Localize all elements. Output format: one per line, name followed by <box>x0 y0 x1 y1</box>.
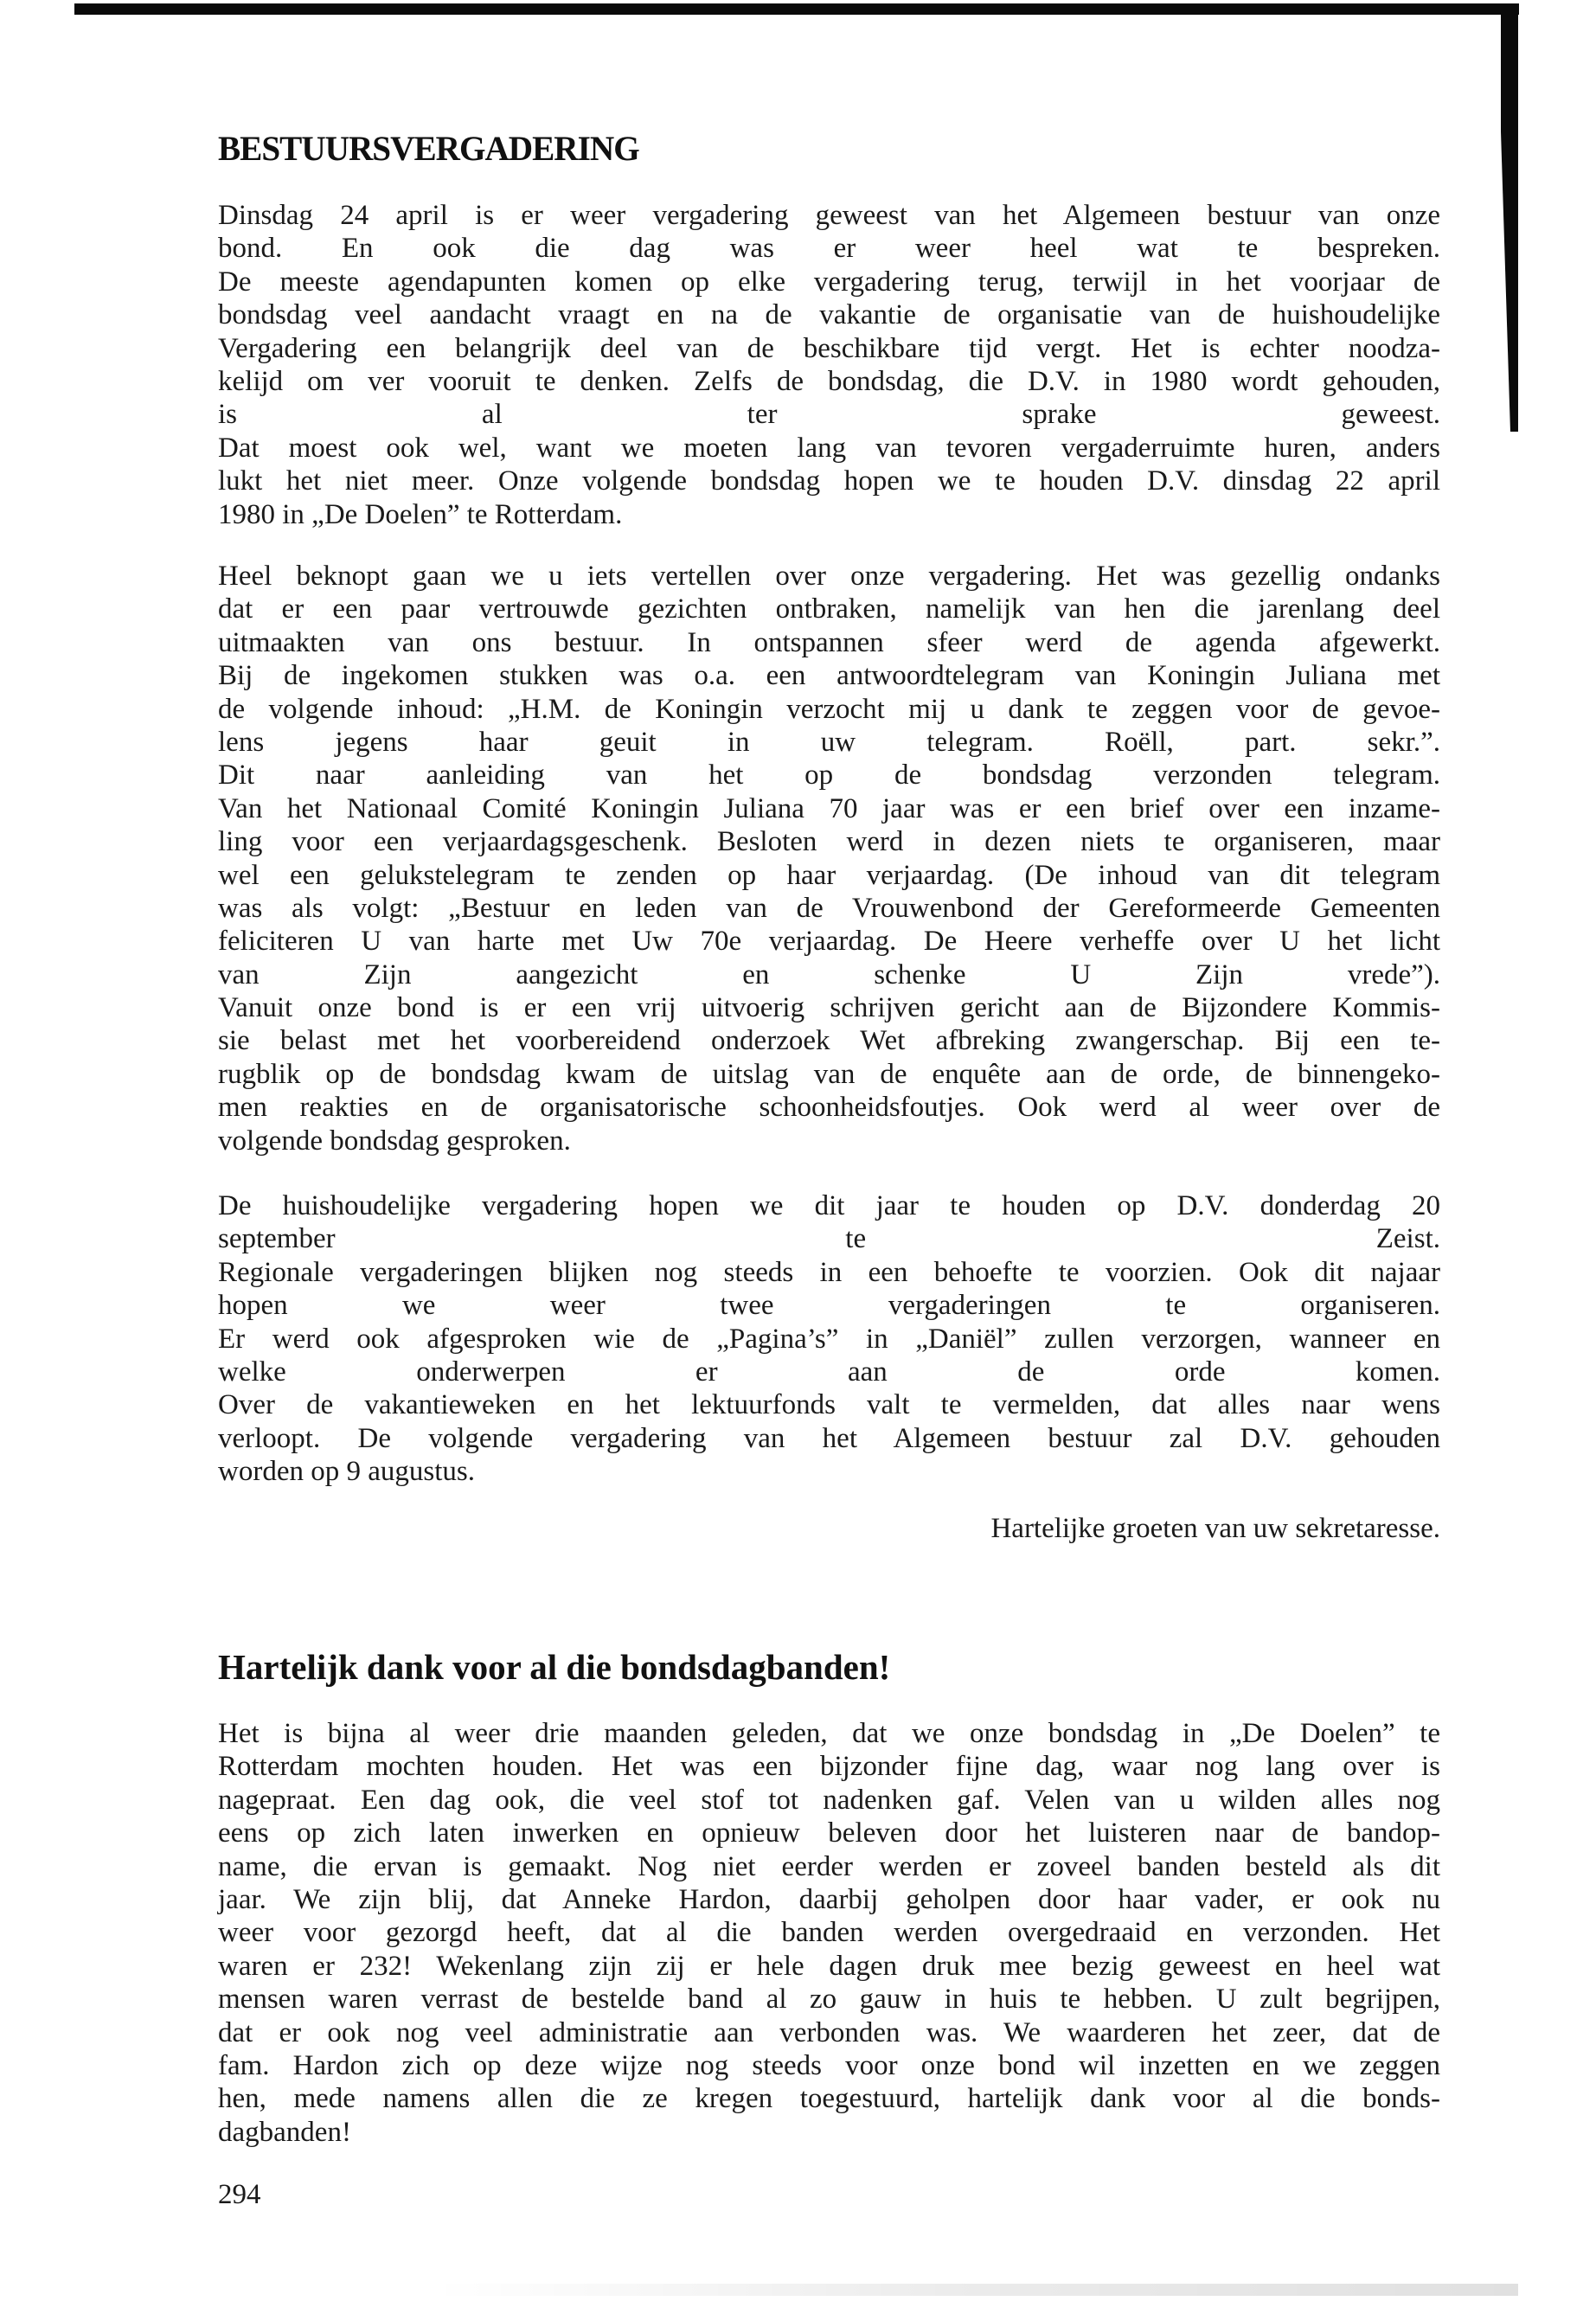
text-line: dat er ook nog veel administratie aan verbonden was. We waarderen het zeer, dat de <box>218 2016 1440 2048</box>
text-line: De meeste agendapunten komen op elke vergadering terug, terwijl in het voorjaar de <box>218 266 1440 298</box>
text-line: weer voor gezorgd heeft, dat al die banden werden overgedraaid en verzonden. Het <box>218 1917 1440 1949</box>
text-line: is al ter sprake geweest. <box>218 399 1440 431</box>
text-line: bond. En ook die dag was er weer heel wat te bespreken. <box>218 233 1440 265</box>
text-line: Dit naar aanleiding van het op de bondsdag verzonden telegram. <box>218 760 1440 792</box>
scan-smudge <box>433 2284 1518 2296</box>
text-line: was als volgt: „Bestuur en leden van de Vrouwenbond der Gereformeerde Gemeenten <box>218 892 1440 924</box>
text-line: Van het Nationaal Comité Koningin Juliana 70 jaar was er een brief over een inzame- <box>218 792 1440 824</box>
text-line: worden op 9 augustus. <box>218 1456 475 1488</box>
text-line: hopen we weer twee vergaderingen te organiseren. <box>218 1290 1440 1322</box>
text-line: mensen waren verrast de bestelde band al zo gauw in huis te hebben. U zult begrijpen, <box>218 1984 1440 2016</box>
text-line: verloopt. De volgende vergadering van het Algemeen bestuur zal D.V. gehouden <box>218 1422 1440 1454</box>
text-line: wel een gelukstelegram te zenden op haar verjaardag. (De inhoud van dit telegram <box>218 859 1440 891</box>
text-line: Er werd ook afgesproken wie de „Pagina’s” in „Daniël” zullen verzorgen, wanneer en <box>218 1323 1440 1355</box>
article-1-paragraph-2 <box>218 560 1440 1157</box>
text-line: sie belast met het voorbereidend onderzoek Wet afbreking zwangerschap. Bij een te- <box>218 1025 1440 1057</box>
text-line: Dat moest ook wel, want we moeten lang van tevoren vergaderruimte huren, anders <box>218 432 1440 464</box>
text-line: welke onderwerpen er aan de orde komen. <box>218 1356 1440 1388</box>
article-2-paragraph-1 <box>218 1717 1440 2149</box>
text-line: ling voor een verjaardagsgeschenk. Besloten werd in dezen niets te organiseren, maar <box>218 826 1440 858</box>
text-line: bondsdag veel aandacht vraagt en na de vakantie de organisatie van de huishoudelijke <box>218 299 1440 331</box>
text-line: Rotterdam mochten houden. Het was een bijzonder fijne dag, waar nog lang over is <box>218 1751 1440 1783</box>
text-line: dat er een paar vertrouwde gezichten ontbraken, namelijk van hen die jarenlang deel <box>218 593 1440 625</box>
article-1-paragraph-3 <box>218 1189 1440 1489</box>
article-1-title: BESTUURSVERGADERING <box>218 129 639 168</box>
text-line: Vanuit onze bond is er een vrij uitvoerig schrijven gericht aan de Bijzondere Kommis- <box>218 992 1440 1024</box>
text-line: Regionale vergaderingen blijken nog steeds in een behoefte te voorzien. Ook dit najaar <box>218 1256 1440 1288</box>
page-number: 294 <box>218 2179 261 2210</box>
text-line: nagepraat. Een dag ook, die veel stof tot nadenken gaf. Velen van u wilden alles nog <box>218 1784 1440 1816</box>
text-line: feliciteren U van harte met Uw 70e verjaardag. De Heere verheffe over U het licht <box>218 926 1440 958</box>
text-line: kelijd om ver vooruit te denken. Zelfs de bondsdag, die D.V. in 1980 wordt gehouden, <box>218 365 1440 397</box>
text-line: waren er 232! Wekenlang zijn zij er hele dagen druk mee bezig geweest en heel wat <box>218 1950 1440 1982</box>
text-line: Het is bijna al weer drie maanden geleden, dat we onze bondsdag in „De Doelen” te <box>218 1718 1440 1749</box>
article-2-title: Hartelijk dank voor al die bondsdagbanden! <box>218 1647 891 1687</box>
text-line: de volgende inhoud: „H.M. de Koningin verzocht mij u dank te zeggen voor de gevoe- <box>218 693 1440 725</box>
text-line: Over de vakantieweken en het lektuurfonds valt te vermelden, dat alles naar wens <box>218 1389 1440 1421</box>
text-line: fam. Hardon zich op deze wijze nog steeds voor onze bond wil inzetten en we zeggen <box>218 2049 1440 2081</box>
article-1-paragraph-1 <box>218 199 1440 531</box>
text-line: eens op zich laten inwerken en opnieuw beleven door het luisteren naar de bandop- <box>218 1817 1440 1849</box>
text-line: name, die ervan is gemaakt. Nog niet eerder werden er zoveel banden besteld als dit <box>218 1850 1440 1882</box>
text-line: september te Zeist. <box>218 1223 1440 1255</box>
text-line: dagbanden! <box>218 2116 351 2148</box>
text-line: jaar. We zijn blij, dat Anneke Hardon, daarbij geholpen door haar vader, er ook nu <box>218 1883 1440 1915</box>
text-line: De huishoudelijke vergadering hopen we dit jaar te houden op D.V. donderdag 20 <box>218 1190 1440 1221</box>
text-line: lens jegens haar geuit in uw telegram. Roëll, part. sekr.”. <box>218 726 1440 758</box>
text-line: uitmaakten van ons bestuur. In ontspannen sfeer werd de agenda afgewerkt. <box>218 626 1440 658</box>
scan-border-right <box>1501 3 1518 432</box>
text-line: lukt het niet meer. Onze volgende bondsdag hopen we te houden D.V. dinsdag 22 april <box>218 465 1440 497</box>
text-line: Vergadering een belangrijk deel van de beschikbare tijd vergt. Het is echter noodza- <box>218 332 1440 364</box>
text-line: volgende bondsdag gesproken. <box>218 1125 571 1157</box>
text-line: hen, mede namens allen die ze kregen toegestuurd, hartelijk dank voor al die bonds- <box>218 2083 1440 2115</box>
text-line: 1980 in „De Doelen” te Rotterdam. <box>218 498 623 530</box>
scan-border-top <box>74 3 1519 15</box>
text-line: Dinsdag 24 april is er weer vergadering geweest van het Algemeen bestuur van onze <box>218 200 1440 231</box>
text-line: rugblik op de bondsdag kwam de uitslag van de enquête aan de orde, de binnengeko- <box>218 1058 1440 1090</box>
text-line: Heel beknopt gaan we u iets vertellen over onze vergadering. Het was gezellig ondanks <box>218 561 1440 592</box>
text-line: van Zijn aangezicht en schenke U Zijn vrede”). <box>218 958 1440 990</box>
article-1-signature: Hartelijke groeten van uw sekretaresse. <box>990 1513 1440 1544</box>
text-line: men reakties en de organisatorische schoonheidsfoutjes. Ook werd al weer over de <box>218 1092 1440 1124</box>
text-line: Bij de ingekomen stukken was o.a. een antwoordtelegram van Koningin Juliana met <box>218 660 1440 692</box>
